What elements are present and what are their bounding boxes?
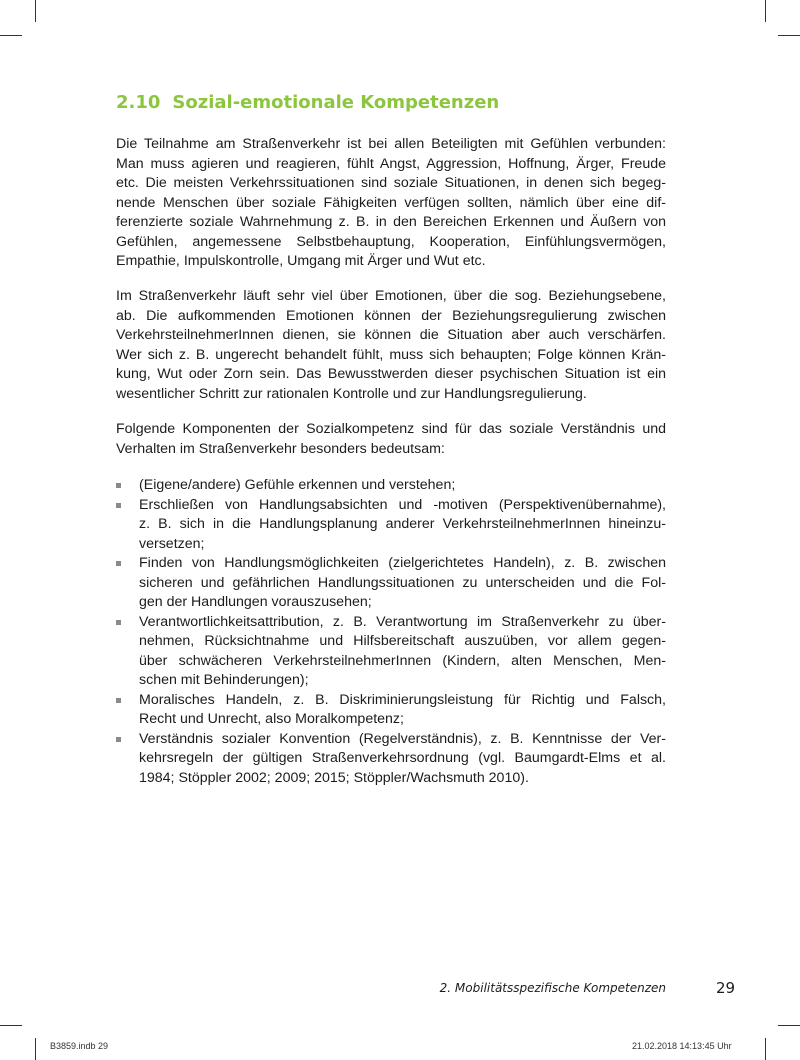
text-line: 1984; Stöppler 2002; 2009; 2015; Stöppler/Wachsmuth 2010). <box>139 769 529 786</box>
paragraph <box>116 287 666 404</box>
section-title: Sozial-emotionale Kompetenzen <box>172 92 500 113</box>
list-item <box>116 496 666 555</box>
paragraph <box>116 135 666 272</box>
text-line: kehrsregeln der gültigen Straßenverkehrsordnung (vgl. Baumgardt-Elms et al. <box>139 750 666 766</box>
text-line: wesentlicher Schritt zur rationalen Kontrolle und zur Handlungsregulierung. <box>116 385 587 402</box>
slug-file: B3859.indb 29 <box>50 1041 109 1051</box>
crop-mark <box>778 35 800 36</box>
text-line: gen der Handlungen vorauszusehen; <box>139 594 372 610</box>
crop-mark <box>0 35 22 36</box>
square-bullet-icon <box>116 503 121 508</box>
text-line: schen mit Behinderungen); <box>139 672 309 688</box>
crop-mark <box>765 1038 766 1060</box>
text-line: ferenzierte soziale Wahrnehmung z. B. in den Bereichen Erkennen und Äußern von <box>116 214 666 230</box>
bullet-list <box>116 476 666 788</box>
text-line: etc. Die meisten Verkehrssituationen sind soziale Situationen, in denen sich begeg- <box>116 175 666 191</box>
text-line: Verständnis sozialer Konvention (Regelverständnis), z. B. Kenntnisse der Ver- <box>139 730 666 747</box>
square-bullet-icon <box>116 561 121 566</box>
crop-mark <box>35 1038 36 1060</box>
text-line: sicheren und gefährlichen Handlungssituationen zu unterscheiden und die Fol- <box>139 574 666 591</box>
section-number: 2.10 <box>116 92 161 113</box>
text-line: Im Straßenverkehr läuft sehr viel über Emotionen, über die sog. Beziehungsebene, <box>116 288 666 304</box>
text-line: Moralisches Handeln, z. B. Diskriminierungsleistung für Richtig und Falsch, <box>139 691 666 708</box>
text-line: nehmen, Rücksichtnahme und Hilfsbereitschaft auszuüben, vor allem gegen- <box>139 633 666 649</box>
list-item <box>116 554 666 613</box>
text-line: Empathie, Impulskontrolle, Umgang mit Ärger und Wut etc. <box>116 253 486 269</box>
crop-mark <box>778 1025 800 1026</box>
page-number: 29 <box>716 979 736 997</box>
square-bullet-icon <box>116 737 121 742</box>
text-line: Finden von Handlungsmöglichkeiten (zielgerichtetes Handeln), z. B. zwischen <box>139 555 666 571</box>
text-line: VerkehrsteilnehmerInnen dienen, sie können die Situation aber auch verschärfen. <box>116 327 666 343</box>
text-line: Die Teilnahme am Straßenverkehr ist bei allen Beteiligten mit Gefühlen verbunden: <box>116 136 666 152</box>
text-line: Man muss agieren und reagieren, fühlt Angst, Aggression, Hoffnung, Ärger, Freude <box>116 155 666 172</box>
text-line: kung, Wut oder Zorn sein. Das Bewusstwerden dieser psychischen Situation ist ein <box>116 366 666 382</box>
list-item <box>116 730 666 789</box>
text-line: (Eigene/andere) Gefühle erkennen und verstehen; <box>139 477 456 493</box>
text-line: nende Menschen über soziale Fähigkeiten verfügen sollten, nämlich über eine dif- <box>116 194 666 211</box>
list-item <box>116 476 666 496</box>
text-line: z. B. sich in die Handlungsplanung anderer VerkehrsteilnehmerInnen hineinzu- <box>139 516 666 532</box>
text-line: Recht und Unrecht, also Moralkompetenz; <box>139 711 404 727</box>
crop-mark <box>0 1025 22 1026</box>
text-line: Gefühlen, angemessene Selbstbehauptung, Kooperation, Einfühlungsvermögen, <box>116 233 666 250</box>
running-title: 2. Mobilitätsspezifische Kompetenzen <box>439 981 666 995</box>
text-line: Erschließen von Handlungsabsichten und -motiven (Perspektivenübernahme), <box>139 496 666 513</box>
text-line: versetzen; <box>139 535 205 552</box>
paragraph <box>116 420 666 459</box>
square-bullet-icon <box>116 698 121 703</box>
text-line: Verhalten im Straßenverkehr besonders bedeutsam: <box>116 440 445 457</box>
section-heading <box>116 92 499 113</box>
crop-mark <box>765 0 766 22</box>
crop-mark <box>35 0 36 22</box>
square-bullet-icon <box>116 620 121 625</box>
slug-datetime: 21.02.2018 14:13:45 Uhr <box>632 1041 732 1051</box>
text-line: Folgende Komponenten der Sozialkompetenz sind für das soziale Verständnis und <box>116 421 666 437</box>
text-line: Verantwortlichkeitsattribution, z. B. Verantwortung im Straßenverkehr zu über- <box>139 613 666 630</box>
text-line: über schwächeren VerkehrsteilnehmerInnen (Kindern, alten Menschen, Men- <box>139 652 666 669</box>
list-item <box>116 691 666 730</box>
text-line: Wer sich z. B. ungerecht behandelt fühlt, muss sich behaupten; Folge können Krän- <box>116 346 666 363</box>
square-bullet-icon <box>116 483 121 488</box>
text-line: ab. Die aufkommenden Emotionen können der Beziehungsregulierung zwischen <box>116 307 666 324</box>
list-item <box>116 613 666 691</box>
